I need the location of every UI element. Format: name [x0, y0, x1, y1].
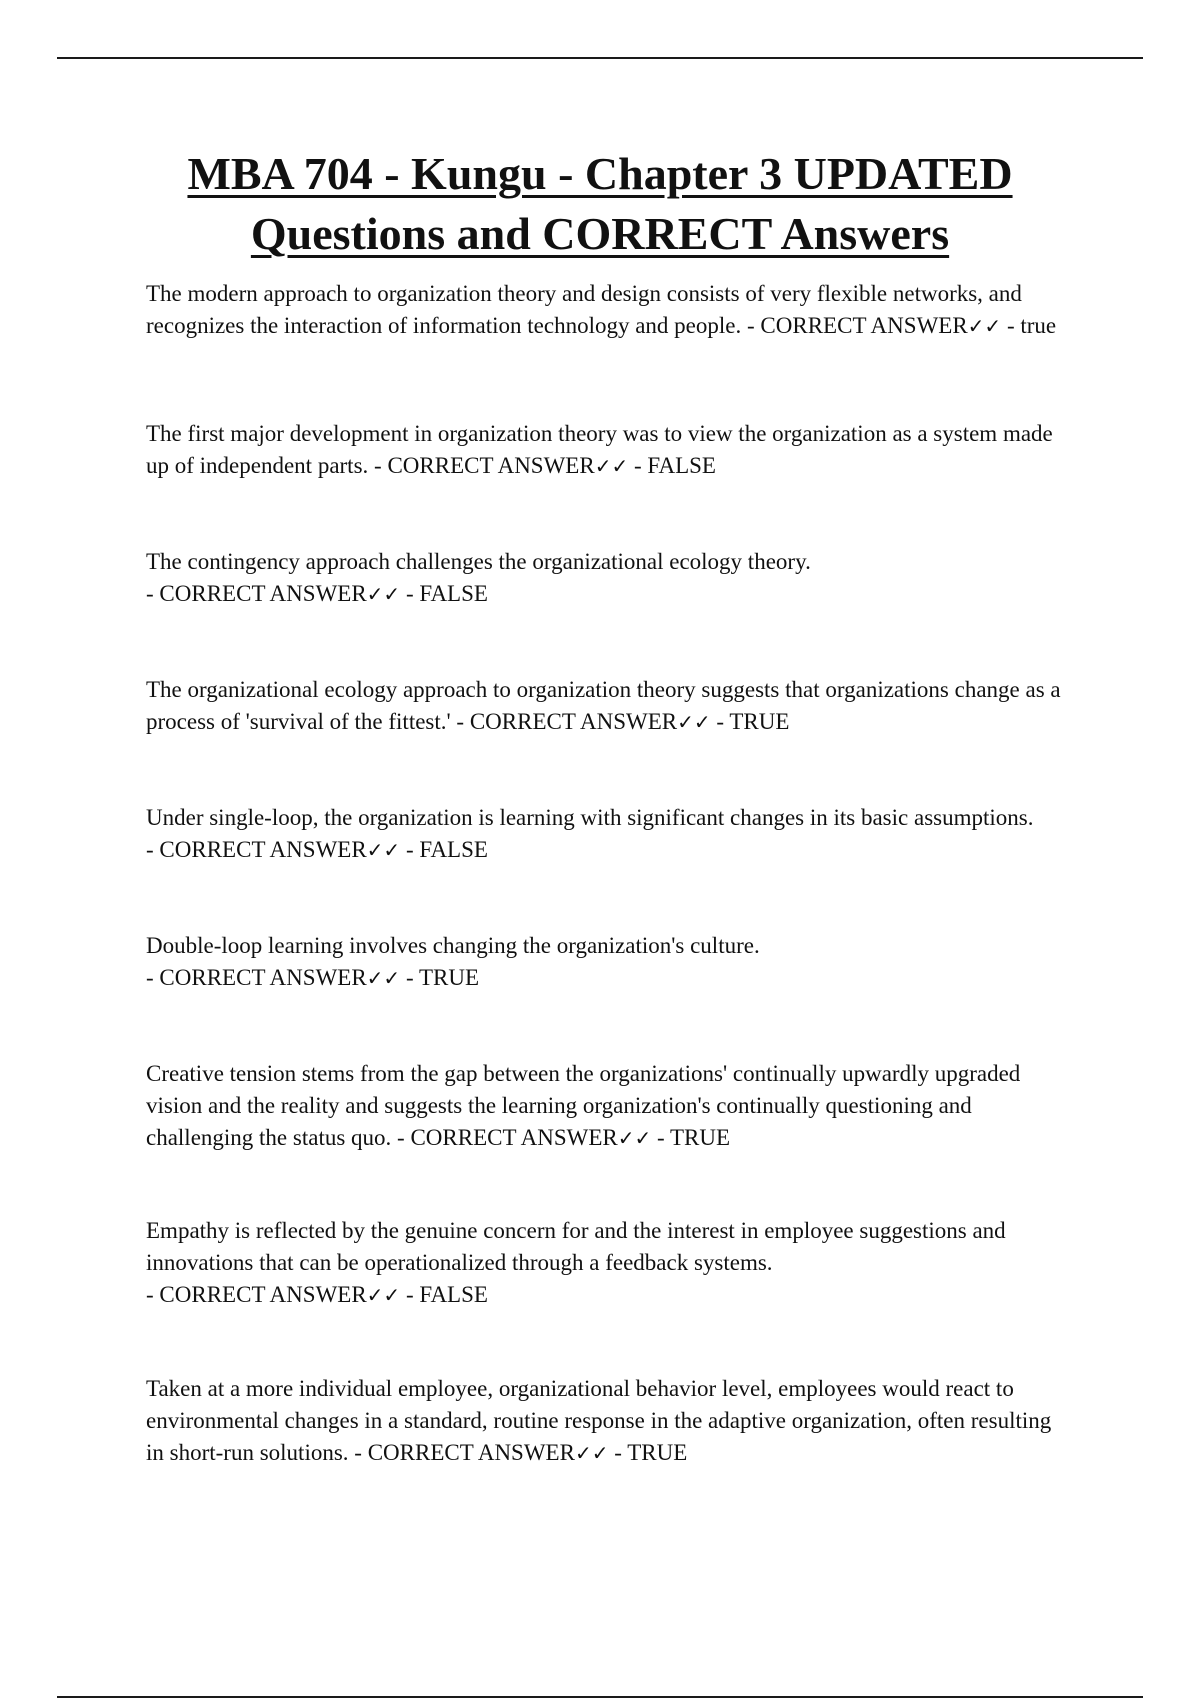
title-line-2: Questions and CORRECT Answers	[250, 208, 950, 259]
separator: -	[400, 837, 420, 862]
answer-value: FALSE	[647, 453, 716, 478]
question-text: Empathy is reflected by the genuine concern for and the interest in employee suggestions and innovations that can be operationalized through a feedback systems.	[146, 1218, 1006, 1275]
answer-label: CORRECT ANSWER	[410, 1125, 618, 1150]
separator: -	[146, 581, 160, 606]
separator: -	[368, 453, 388, 478]
answer-value: true	[1020, 313, 1057, 338]
check-icon: ✓✓	[617, 1126, 652, 1150]
question-text: Double-loop learning involves changing the organization's culture.	[146, 933, 760, 958]
separator: -	[710, 709, 730, 734]
separator: -	[450, 709, 470, 734]
check-icon: ✓✓	[366, 966, 401, 990]
question-text: Under single-loop, the organization is learning with significant changes in its basic assumptions.	[146, 805, 1034, 830]
answer-value: TRUE	[669, 1125, 731, 1150]
answer-label: CORRECT ANSWER	[159, 581, 367, 606]
question-text: The modern approach to organization theory and design consists of very flexible networks, and recognizes the interaction of information technology and people.	[146, 281, 1022, 338]
separator: -	[348, 1440, 368, 1465]
check-icon: ✓✓	[574, 1441, 609, 1465]
check-icon: ✓✓	[594, 454, 629, 478]
separator: -	[400, 965, 419, 990]
question-text: The first major development in organization theory was to view the organization as a system made up of independent parts.	[146, 421, 1053, 478]
qa-item	[146, 278, 1066, 342]
check-icon: ✓✓	[366, 838, 401, 862]
separator: -	[391, 1125, 411, 1150]
answer-value: FALSE	[419, 837, 488, 862]
separator: -	[400, 1282, 420, 1307]
separator: -	[628, 453, 648, 478]
document-title	[60, 144, 1140, 264]
separator: -	[608, 1440, 628, 1465]
qa-item	[146, 418, 1066, 482]
question-text: The contingency approach challenges the organizational ecology theory.	[146, 549, 811, 574]
qa-item	[146, 674, 1066, 738]
answer-label: CORRECT ANSWER	[760, 313, 968, 338]
answer-value: TRUE	[627, 1440, 688, 1465]
answer-label: CORRECT ANSWER	[159, 1282, 367, 1307]
answer-label: CORRECT ANSWER	[159, 965, 367, 990]
answer-label: CORRECT ANSWER	[469, 709, 678, 734]
answer-value: FALSE	[419, 1282, 488, 1307]
separator: -	[741, 313, 761, 338]
qa-item	[146, 1058, 1066, 1154]
separator: -	[146, 1282, 160, 1307]
top-rule	[57, 57, 1143, 59]
check-icon: ✓✓	[967, 314, 1002, 338]
qa-item	[146, 930, 1066, 994]
qa-item	[146, 1215, 1066, 1311]
separator: -	[146, 837, 160, 862]
check-icon: ✓✓	[677, 710, 711, 734]
question-text: Creative tension stems from the gap between the organizations' continually upwardly upgraded vision and the reality and suggests the learning organization's continually questioning and challenging the status quo.	[146, 1061, 1021, 1150]
check-icon: ✓✓	[366, 1283, 401, 1307]
title-line-1: MBA 704 - Kungu - Chapter 3 UPDATED	[187, 148, 1013, 199]
answer-value: FALSE	[419, 581, 488, 606]
separator: -	[651, 1125, 670, 1150]
answer-label: CORRECT ANSWER	[387, 453, 595, 478]
bottom-rule	[57, 1696, 1143, 1698]
qa-item	[146, 1373, 1066, 1469]
separator: -	[146, 965, 160, 990]
answer-label: CORRECT ANSWER	[159, 837, 367, 862]
check-icon: ✓✓	[366, 582, 401, 606]
answer-label: CORRECT ANSWER	[367, 1440, 575, 1465]
question-text: The organizational ecology approach to organization theory suggests that organizations change as a process of 'survival of the fittest.'	[146, 677, 1061, 734]
separator: -	[400, 581, 420, 606]
question-text: Taken at a more individual employee, organizational behavior level, employees would react to environmental changes in a standard, routine response in the adaptive organization, often resulting in short-run solutions.	[146, 1376, 1052, 1465]
qa-item	[146, 802, 1066, 866]
qa-item	[146, 546, 1066, 610]
answer-value: TRUE	[729, 709, 790, 734]
separator: -	[1001, 313, 1021, 338]
answer-value: TRUE	[418, 965, 479, 990]
